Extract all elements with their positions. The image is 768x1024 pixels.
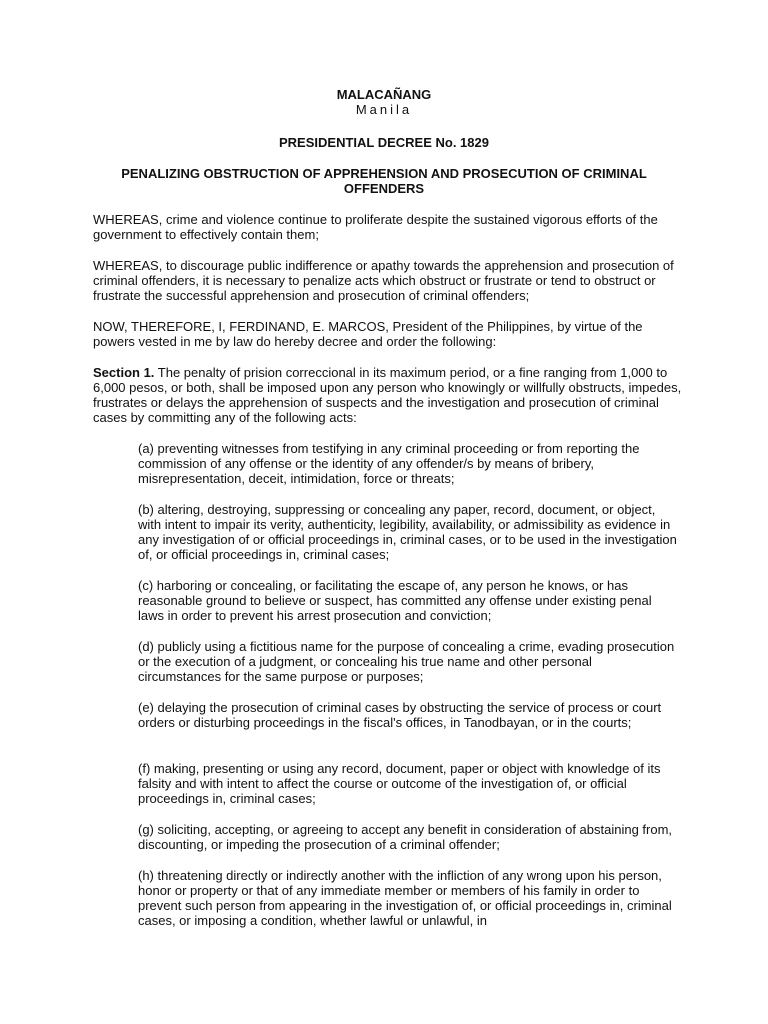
- now-therefore-paragraph: NOW, THEREFORE, I, FERDINAND, E. MARCOS, President of the Philippines, by virtue of the powers vested in me by law do hereby decree and order the following:: [93, 319, 643, 349]
- decree-title: PENALIZING OBSTRUCTION OF APPREHENSION AND PROSECUTION OF CRIMINAL OFFENDERS: [121, 166, 647, 196]
- list-item-b: (b) altering, destroying, suppressing or concealing any paper, record, document, or object, with intent to impair its verity, authenticity, legibility, availability, or admissibility as evidence in any investigation of or official proceedings in, criminal cases, or to be used in the investigation of, or official proceedings in, criminal cases;: [138, 502, 677, 562]
- list-item-a: (a) preventing witnesses from testifying in any criminal proceeding or from reporting the commission of any offense or the identity of any offender/s by means of bribery, misrepresentation, deceit, intimidation, force or threats;: [138, 441, 640, 486]
- section-1-paragraph: [93, 365, 683, 425]
- decree-number: PRESIDENTIAL DECREE No. 1829: [279, 135, 489, 150]
- whereas-paragraph-2: WHEREAS, to discourage public indifference or apathy towards the apprehension and prosecution of criminal offenders, it is necessary to penalize acts which obstruct or frustrate or tend to obstruct or frustrate the successful apprehension and prosecution of criminal offenders;: [93, 258, 674, 303]
- list-item-f: (f) making, presenting or using any record, document, paper or object with knowledge of its falsity and with intent to affect the course or outcome of the investigation of, or official proceedings in, criminal cases;: [138, 761, 661, 806]
- whereas-paragraph-1: WHEREAS, crime and violence continue to proliferate despite the sustained vigorous efforts of the government to effectively contain them;: [93, 212, 658, 242]
- list-item-e: (e) delaying the prosecution of criminal cases by obstructing the service of process or court orders or disturbing proceedings in the fiscal's offices, in Tanodbayan, or in the courts;: [138, 700, 662, 730]
- list-item-d: (d) publicly using a fictitious name for the purpose of concealing a crime, evading prosecution or the execution of a judgment, or concealing his true name and other personal circumstances for the same purpose or purposes;: [138, 639, 675, 684]
- palace-name: MALACAÑANG: [336, 87, 432, 102]
- section-1-text: The penalty of prision correccional in its maximum period, or a fine ranging from 1,000 to 6,000 pesos, or both, shall be imposed upon any person who knowingly or willfully obstructs, impedes, frustrates or delays the apprehension of suspects and the investigation and prosecution of criminal cases by committing any of the following acts:: [93, 365, 682, 425]
- city-name: Manila: [355, 102, 413, 117]
- section-1-label: Section 1.: [93, 365, 155, 380]
- document-header: [0, 87, 768, 117]
- list-item-g: (g) soliciting, accepting, or agreeing to accept any benefit in consideration of abstaining from, discounting, or impeding the prosecution of a criminal offender;: [138, 822, 673, 852]
- list-item-c: (c) harboring or concealing, or facilitating the escape of, any person he knows, or has reasonable ground to believe or suspect, has committed any offense under existing penal laws in order to prevent his arrest prosecution and conviction;: [138, 578, 652, 623]
- list-item-h: (h) threatening directly or indirectly another with the infliction of any wrong upon his person, honor or property or that of any immediate member or members of his family in order to prevent such person from appearing in the investigation of, or official proceedings in, criminal cases, or imposing a condition, whether lawful or unlawful, in: [138, 868, 672, 928]
